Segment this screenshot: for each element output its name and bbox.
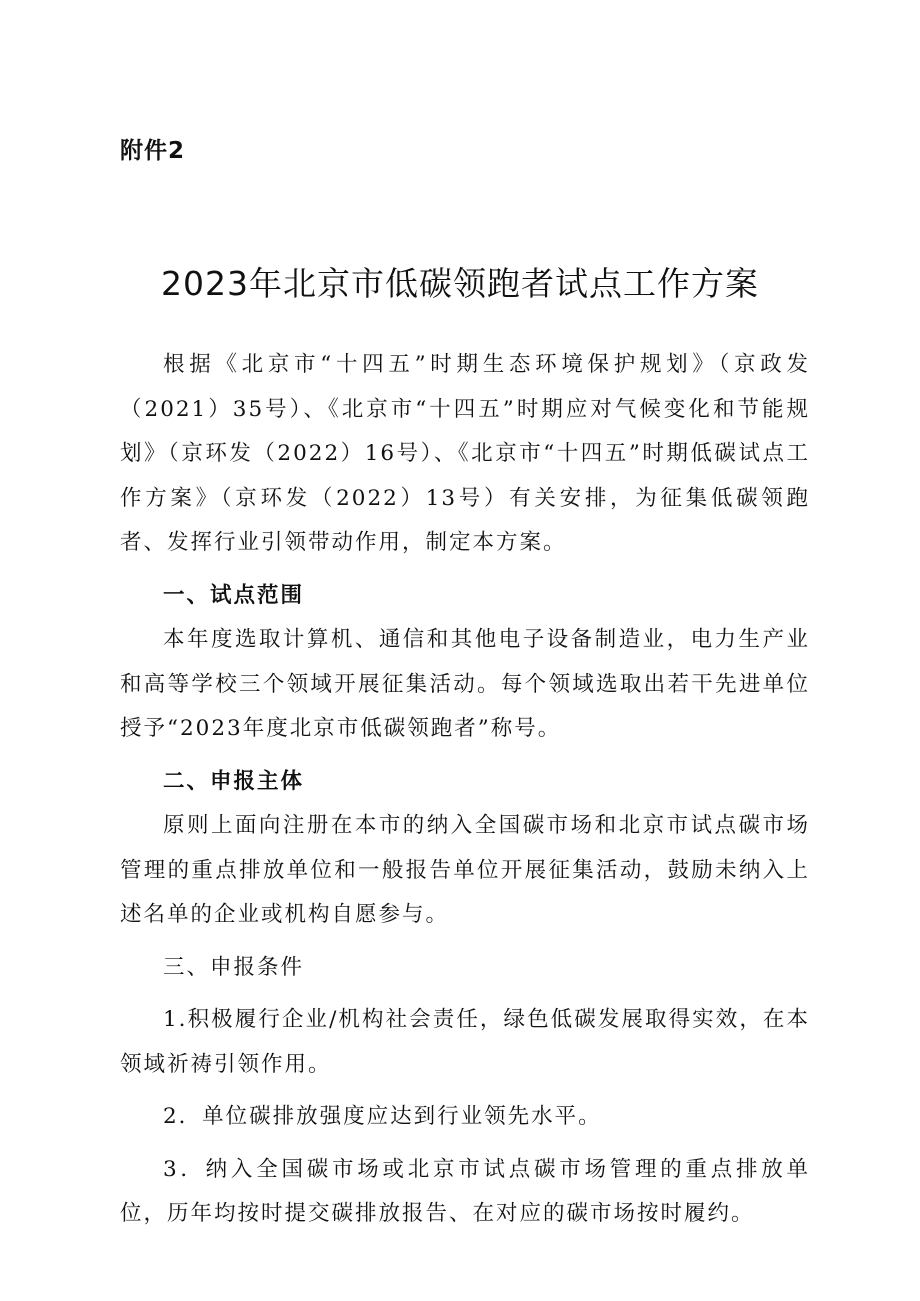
section-heading-applicant: 二、申报主体	[163, 768, 305, 794]
intro-paragraph: 根据《北京市“十四五”时期生态环境保护规划》（京政发（2021）35号）、《北京市“十四五”时期应对气候变化和节能规划》（京环发（2022）16号）、《北京市“十四五”时期低碳试点工作方案》（京环发（2022）13号）有关安排，为征集低碳领跑者、发挥行业引领带动作用，制定本方案。	[120, 352, 810, 555]
section-heading-conditions: 三、申报条件	[163, 954, 305, 980]
section-text-scope: 本年度选取计算机、通信和其他电子设备制造业，电力生产业和高等学校三个领域开展征集活动。每个领域选取出若干先进单位授予“2023年度北京市低碳领跑者”称号。	[120, 627, 810, 741]
document-title: 2023年北京市低碳领跑者试点工作方案	[161, 264, 759, 303]
section-heading-scope: 一、试点范围	[163, 582, 305, 608]
condition-item: 2．单位碳排放强度应达到行业领先水平。	[163, 1104, 602, 1129]
document-body	[120, 343, 810, 1237]
section-text-applicant: 原则上面向注册在本市的纳入全国碳市场和北京市试点碳市场管理的重点排放单位和一般报告单位开展征集活动，鼓励未纳入上述名单的企业或机构自愿参与。	[120, 813, 810, 927]
condition-item: 3．纳入全国碳市场或北京市试点碳市场管理的重点排放单位，历年均按时提交碳排放报告、在对应的碳市场按时履约。	[120, 1156, 810, 1226]
condition-item: 1.积极履行企业/机构社会责任，绿色低碳发展取得实效，在本领域祈祷引领作用。	[120, 1007, 810, 1077]
attachment-label: 附件2	[120, 138, 186, 164]
